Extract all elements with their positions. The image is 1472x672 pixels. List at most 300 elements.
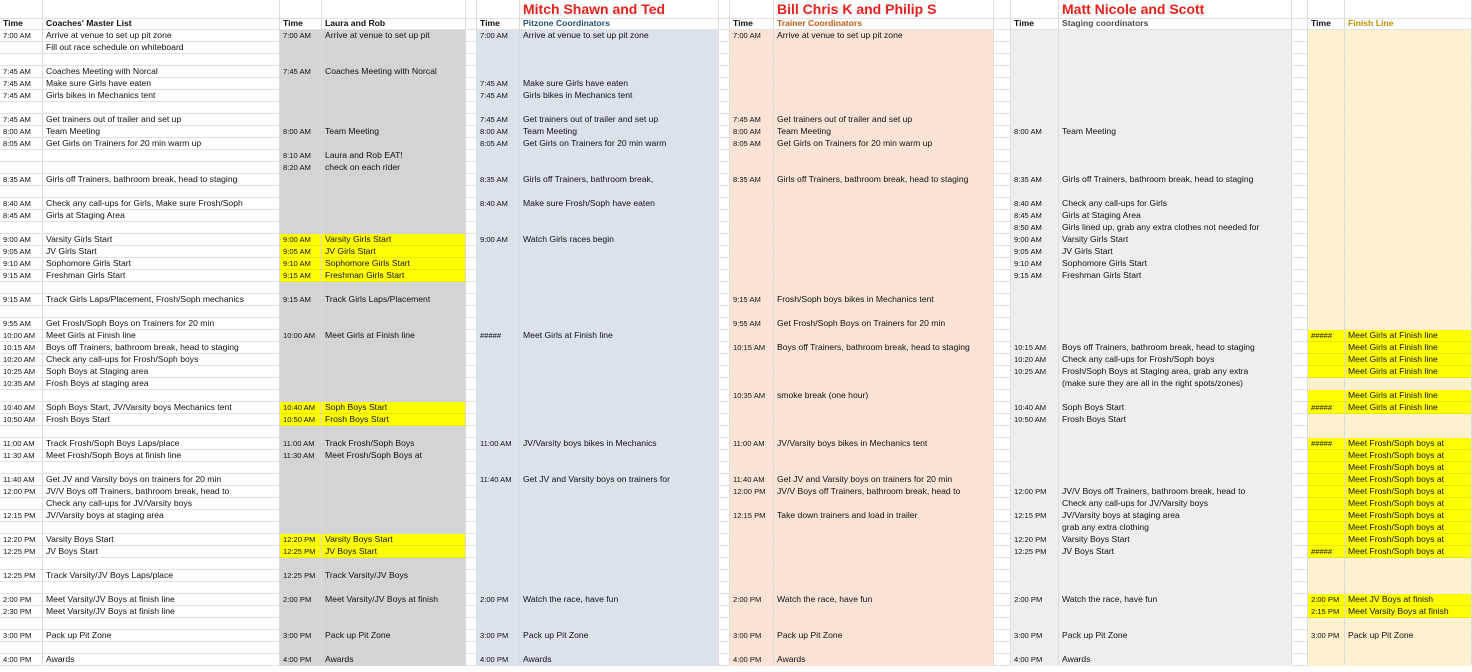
pitzone-task-cell[interactable]: Girls bikes in Mechanics tent [520, 90, 719, 102]
master-time-cell[interactable]: 11:30 AM [0, 450, 43, 462]
master-task-cell[interactable]: Get Girls on Trainers for 20 min warm up [43, 138, 280, 150]
staging-time-cell[interactable] [1011, 438, 1059, 450]
master-time-cell[interactable] [0, 582, 43, 594]
finish-task-cell[interactable]: Meet Girls at Finish line [1345, 354, 1472, 366]
master-time-cell[interactable]: 11:40 AM [0, 474, 43, 486]
pitzone-task-cell[interactable] [520, 258, 719, 270]
master-time-cell[interactable] [0, 306, 43, 318]
finish-time-cell[interactable] [1308, 210, 1345, 222]
staging-time-cell[interactable]: 12:25 PM [1011, 546, 1059, 558]
laura-task-cell[interactable]: JV Boys Start [322, 546, 466, 558]
laura-time-cell[interactable] [280, 114, 322, 126]
trainer-time-cell[interactable] [730, 642, 774, 654]
pitzone-time-cell[interactable]: 3:00 PM [477, 630, 520, 642]
pitzone-task-cell[interactable] [520, 42, 719, 54]
staging-task-cell[interactable] [1059, 282, 1292, 294]
staging-time-cell[interactable]: 9:05 AM [1011, 246, 1059, 258]
finish-task-cell[interactable]: Meet Girls at Finish line [1345, 342, 1472, 354]
staging-task-cell[interactable] [1059, 186, 1292, 198]
finish-time-cell[interactable] [1308, 54, 1345, 66]
pitzone-time-cell[interactable]: 4:00 PM [477, 654, 520, 666]
master-task-cell[interactable]: Make sure Girls have eaten [43, 78, 280, 90]
laura-task-cell[interactable] [322, 318, 466, 330]
pitzone-task-cell[interactable] [520, 402, 719, 414]
pitzone-task-cell[interactable]: Get trainers out of trailer and set up [520, 114, 719, 126]
staging-task-cell[interactable]: Soph Boys Start [1059, 402, 1292, 414]
laura-task-cell[interactable] [322, 222, 466, 234]
trainer-task-cell[interactable] [774, 282, 994, 294]
trainer-task-cell[interactable] [774, 102, 994, 114]
trainer-task-cell[interactable]: Take down trainers and load in trailer [774, 510, 994, 522]
trainer-task-cell[interactable]: Arrive at venue to set up pit zone [774, 30, 994, 42]
master-task-cell[interactable] [43, 522, 280, 534]
trainer-task-cell[interactable]: Get trainers out of trailer and set up [774, 114, 994, 126]
finish-task-cell[interactable] [1345, 78, 1472, 90]
trainer-task-cell[interactable] [774, 402, 994, 414]
pitzone-task-cell[interactable] [520, 222, 719, 234]
trainer-time-cell[interactable] [730, 534, 774, 546]
finish-time-cell[interactable] [1308, 450, 1345, 462]
trainer-time-cell[interactable]: 2:00 PM [730, 594, 774, 606]
laura-time-cell[interactable] [280, 378, 322, 390]
finish-time-cell[interactable]: 2:15 PM [1308, 606, 1345, 618]
master-task-cell[interactable]: Girls bikes in Mechanics tent [43, 90, 280, 102]
finish-time-cell[interactable] [1308, 282, 1345, 294]
staging-task-cell[interactable] [1059, 474, 1292, 486]
finish-task-cell[interactable] [1345, 138, 1472, 150]
trainer-time-cell[interactable]: 4:00 PM [730, 654, 774, 666]
master-time-cell[interactable]: 7:00 AM [0, 30, 43, 42]
trainer-task-cell[interactable] [774, 642, 994, 654]
laura-task-cell[interactable]: Laura and Rob EAT! [322, 150, 466, 162]
laura-time-cell[interactable]: 7:45 AM [280, 66, 322, 78]
trainer-time-cell[interactable] [730, 306, 774, 318]
laura-task-cell[interactable] [322, 582, 466, 594]
staging-task-cell[interactable]: Frosh Boys Start [1059, 414, 1292, 426]
staging-task-cell[interactable] [1059, 618, 1292, 630]
group-title-bill[interactable]: Bill Chris K and Philip S [774, 0, 994, 19]
laura-time-cell[interactable]: 11:00 AM [280, 438, 322, 450]
pitzone-task-cell[interactable]: Pack up Pit Zone [520, 630, 719, 642]
pitzone-task-cell[interactable] [520, 318, 719, 330]
pitzone-task-cell[interactable]: Watch Girls races begin [520, 234, 719, 246]
finish-task-cell[interactable] [1345, 210, 1472, 222]
finish-task-cell[interactable] [1345, 114, 1472, 126]
staging-time-cell[interactable] [1011, 582, 1059, 594]
master-task-cell[interactable] [43, 54, 280, 66]
master-time-cell[interactable]: 7:45 AM [0, 78, 43, 90]
trainer-time-cell[interactable] [730, 42, 774, 54]
finish-time-cell[interactable] [1308, 642, 1345, 654]
staging-task-cell[interactable] [1059, 318, 1292, 330]
header-time-master[interactable]: Time [0, 18, 43, 30]
laura-time-cell[interactable]: 9:15 AM [280, 294, 322, 306]
finish-task-cell[interactable]: Meet Girls at Finish line [1345, 330, 1472, 342]
laura-time-cell[interactable]: 10:40 AM [280, 402, 322, 414]
pitzone-task-cell[interactable] [520, 606, 719, 618]
pitzone-task-cell[interactable]: Arrive at venue to set up pit zone [520, 30, 719, 42]
laura-time-cell[interactable] [280, 354, 322, 366]
trainer-time-cell[interactable] [730, 462, 774, 474]
master-task-cell[interactable]: Track Frosh/Soph Boys Laps/place [43, 438, 280, 450]
staging-task-cell[interactable] [1059, 390, 1292, 402]
master-time-cell[interactable]: 8:00 AM [0, 126, 43, 138]
master-time-cell[interactable]: 8:40 AM [0, 198, 43, 210]
master-time-cell[interactable]: 12:00 PM [0, 486, 43, 498]
finish-time-cell[interactable] [1308, 186, 1345, 198]
trainer-task-cell[interactable]: smoke break (one hour) [774, 390, 994, 402]
master-time-cell[interactable]: 3:00 PM [0, 630, 43, 642]
trainer-time-cell[interactable]: 8:05 AM [730, 138, 774, 150]
laura-task-cell[interactable] [322, 606, 466, 618]
staging-task-cell[interactable]: JV/Varsity boys at staging area [1059, 510, 1292, 522]
staging-time-cell[interactable]: 9:15 AM [1011, 270, 1059, 282]
laura-time-cell[interactable]: 10:50 AM [280, 414, 322, 426]
trainer-task-cell[interactable]: Pack up Pit Zone [774, 630, 994, 642]
staging-task-cell[interactable]: Girls at Staging Area [1059, 210, 1292, 222]
trainer-task-cell[interactable] [774, 162, 994, 174]
trainer-time-cell[interactable] [730, 366, 774, 378]
master-time-cell[interactable]: 7:45 AM [0, 90, 43, 102]
pitzone-time-cell[interactable] [477, 618, 520, 630]
finish-task-cell[interactable] [1345, 198, 1472, 210]
laura-time-cell[interactable] [280, 318, 322, 330]
finish-time-cell[interactable] [1308, 42, 1345, 54]
trainer-time-cell[interactable] [730, 78, 774, 90]
master-time-cell[interactable]: 9:15 AM [0, 294, 43, 306]
pitzone-task-cell[interactable] [520, 510, 719, 522]
laura-time-cell[interactable]: 2:00 PM [280, 594, 322, 606]
staging-task-cell[interactable] [1059, 306, 1292, 318]
staging-time-cell[interactable] [1011, 462, 1059, 474]
trainer-time-cell[interactable] [730, 402, 774, 414]
staging-time-cell[interactable] [1011, 162, 1059, 174]
finish-task-cell[interactable] [1345, 570, 1472, 582]
pitzone-task-cell[interactable]: Watch the race, have fun [520, 594, 719, 606]
master-task-cell[interactable]: Varsity Boys Start [43, 534, 280, 546]
master-task-cell[interactable]: Get trainers out of trailer and set up [43, 114, 280, 126]
trainer-task-cell[interactable] [774, 210, 994, 222]
staging-time-cell[interactable] [1011, 306, 1059, 318]
trainer-time-cell[interactable] [730, 162, 774, 174]
finish-time-cell[interactable] [1308, 162, 1345, 174]
trainer-time-cell[interactable] [730, 150, 774, 162]
finish-time-cell[interactable]: ##### [1308, 330, 1345, 342]
laura-task-cell[interactable]: check on each rider [322, 162, 466, 174]
pitzone-time-cell[interactable]: 11:00 AM [477, 438, 520, 450]
pitzone-time-cell[interactable] [477, 606, 520, 618]
laura-time-cell[interactable] [280, 138, 322, 150]
finish-time-cell[interactable] [1308, 342, 1345, 354]
pitzone-time-cell[interactable]: 7:45 AM [477, 78, 520, 90]
trainer-time-cell[interactable] [730, 522, 774, 534]
finish-task-cell[interactable] [1345, 414, 1472, 426]
header-laura-rob[interactable]: Laura and Rob [322, 18, 466, 30]
finish-time-cell[interactable] [1308, 618, 1345, 630]
pitzone-task-cell[interactable] [520, 186, 719, 198]
master-task-cell[interactable]: Meet Girls at Finish line [43, 330, 280, 342]
master-task-cell[interactable]: Get Frosh/Soph Boys on Trainers for 20 min [43, 318, 280, 330]
laura-task-cell[interactable] [322, 462, 466, 474]
trainer-task-cell[interactable] [774, 90, 994, 102]
staging-task-cell[interactable]: Team Meeting [1059, 126, 1292, 138]
master-time-cell[interactable]: 2:00 PM [0, 594, 43, 606]
finish-time-cell[interactable] [1308, 510, 1345, 522]
master-task-cell[interactable]: Track Girls Laps/Placement, Frosh/Soph mechanics [43, 294, 280, 306]
pitzone-task-cell[interactable] [520, 462, 719, 474]
staging-task-cell[interactable]: Check any call-ups for JV/Varsity boys [1059, 498, 1292, 510]
trainer-task-cell[interactable] [774, 150, 994, 162]
master-time-cell[interactable]: 12:20 PM [0, 534, 43, 546]
header-time-pitzone[interactable]: Time [477, 18, 520, 30]
laura-task-cell[interactable] [322, 138, 466, 150]
finish-time-cell[interactable] [1308, 414, 1345, 426]
trainer-time-cell[interactable] [730, 54, 774, 66]
pitzone-task-cell[interactable] [520, 102, 719, 114]
master-time-cell[interactable]: 2:30 PM [0, 606, 43, 618]
finish-time-cell[interactable] [1308, 270, 1345, 282]
staging-time-cell[interactable] [1011, 558, 1059, 570]
trainer-time-cell[interactable] [730, 90, 774, 102]
trainer-time-cell[interactable] [730, 258, 774, 270]
master-time-cell[interactable]: 8:05 AM [0, 138, 43, 150]
trainer-time-cell[interactable] [730, 66, 774, 78]
trainer-time-cell[interactable]: 10:35 AM [730, 390, 774, 402]
staging-time-cell[interactable] [1011, 138, 1059, 150]
laura-task-cell[interactable]: Track Girls Laps/Placement [322, 294, 466, 306]
finish-task-cell[interactable] [1345, 54, 1472, 66]
finish-time-cell[interactable] [1308, 174, 1345, 186]
pitzone-time-cell[interactable] [477, 354, 520, 366]
staging-time-cell[interactable] [1011, 318, 1059, 330]
staging-time-cell[interactable] [1011, 378, 1059, 390]
staging-task-cell[interactable] [1059, 138, 1292, 150]
pitzone-time-cell[interactable] [477, 450, 520, 462]
staging-task-cell[interactable] [1059, 450, 1292, 462]
pitzone-task-cell[interactable] [520, 210, 719, 222]
pitzone-time-cell[interactable]: ##### [477, 330, 520, 342]
laura-time-cell[interactable] [280, 366, 322, 378]
pitzone-time-cell[interactable] [477, 390, 520, 402]
pitzone-time-cell[interactable]: 9:00 AM [477, 234, 520, 246]
laura-time-cell[interactable] [280, 510, 322, 522]
master-time-cell[interactable] [0, 642, 43, 654]
staging-task-cell[interactable] [1059, 330, 1292, 342]
finish-task-cell[interactable]: Meet Frosh/Soph boys at [1345, 498, 1472, 510]
laura-time-cell[interactable] [280, 90, 322, 102]
trainer-time-cell[interactable]: 9:15 AM [730, 294, 774, 306]
staging-task-cell[interactable]: Check any call-ups for Girls [1059, 198, 1292, 210]
master-task-cell[interactable]: Track Varsity/JV Boys Laps/place [43, 570, 280, 582]
staging-time-cell[interactable]: 9:10 AM [1011, 258, 1059, 270]
finish-time-cell[interactable]: ##### [1308, 546, 1345, 558]
laura-task-cell[interactable] [322, 390, 466, 402]
trainer-task-cell[interactable]: Frosh/Soph boys bikes in Mechanics tent [774, 294, 994, 306]
trainer-task-cell[interactable] [774, 498, 994, 510]
staging-time-cell[interactable] [1011, 54, 1059, 66]
pitzone-time-cell[interactable] [477, 150, 520, 162]
master-task-cell[interactable] [43, 306, 280, 318]
master-task-cell[interactable]: Arrive at venue to set up pit zone [43, 30, 280, 42]
trainer-time-cell[interactable] [730, 234, 774, 246]
laura-task-cell[interactable] [322, 642, 466, 654]
pitzone-time-cell[interactable] [477, 42, 520, 54]
trainer-time-cell[interactable] [730, 198, 774, 210]
trainer-task-cell[interactable] [774, 618, 994, 630]
master-task-cell[interactable]: JV/V Boys off Trainers, bathroom break, head to [43, 486, 280, 498]
master-time-cell[interactable]: 10:50 AM [0, 414, 43, 426]
master-task-cell[interactable] [43, 426, 280, 438]
pitzone-task-cell[interactable] [520, 354, 719, 366]
staging-time-cell[interactable]: 10:40 AM [1011, 402, 1059, 414]
pitzone-time-cell[interactable] [477, 486, 520, 498]
laura-time-cell[interactable]: 8:10 AM [280, 150, 322, 162]
laura-task-cell[interactable] [322, 186, 466, 198]
master-task-cell[interactable]: Check any call-ups for Frosh/Soph boys [43, 354, 280, 366]
staging-task-cell[interactable] [1059, 66, 1292, 78]
finish-time-cell[interactable] [1308, 354, 1345, 366]
finish-time-cell[interactable] [1308, 498, 1345, 510]
pitzone-task-cell[interactable] [520, 486, 719, 498]
staging-time-cell[interactable] [1011, 618, 1059, 630]
finish-task-cell[interactable]: Meet Frosh/Soph boys at [1345, 486, 1472, 498]
master-task-cell[interactable]: Boys off Trainers, bathroom break, head to staging [43, 342, 280, 354]
master-time-cell[interactable] [0, 390, 43, 402]
trainer-task-cell[interactable]: Get Frosh/Soph Boys on Trainers for 20 min [774, 318, 994, 330]
header-time-trainer[interactable]: Time [730, 18, 774, 30]
group-title-mitch[interactable]: Mitch Shawn and Ted [520, 0, 719, 19]
laura-task-cell[interactable]: Track Frosh/Soph Boys [322, 438, 466, 450]
master-task-cell[interactable]: Freshman Girls Start [43, 270, 280, 282]
pitzone-time-cell[interactable]: 8:00 AM [477, 126, 520, 138]
finish-task-cell[interactable] [1345, 30, 1472, 42]
finish-task-cell[interactable]: Meet Frosh/Soph boys at [1345, 522, 1472, 534]
staging-time-cell[interactable]: 4:00 PM [1011, 654, 1059, 666]
trainer-task-cell[interactable] [774, 426, 994, 438]
header-time-finish[interactable]: Time [1308, 18, 1345, 30]
master-time-cell[interactable]: 4:00 PM [0, 654, 43, 666]
staging-task-cell[interactable] [1059, 462, 1292, 474]
trainer-time-cell[interactable] [730, 186, 774, 198]
laura-task-cell[interactable]: Meet Varsity/JV Boys at finish [322, 594, 466, 606]
pitzone-time-cell[interactable] [477, 462, 520, 474]
laura-time-cell[interactable] [280, 54, 322, 66]
trainer-task-cell[interactable] [774, 66, 994, 78]
master-time-cell[interactable]: 8:35 AM [0, 174, 43, 186]
finish-task-cell[interactable] [1345, 102, 1472, 114]
header-pitzone[interactable]: Pitzone Coordinators [520, 18, 719, 30]
staging-task-cell[interactable]: Varsity Girls Start [1059, 234, 1292, 246]
master-task-cell[interactable] [43, 222, 280, 234]
laura-time-cell[interactable] [280, 222, 322, 234]
master-time-cell[interactable]: 7:45 AM [0, 114, 43, 126]
pitzone-task-cell[interactable] [520, 498, 719, 510]
trainer-task-cell[interactable]: Girls off Trainers, bathroom break, head to staging [774, 174, 994, 186]
trainer-time-cell[interactable] [730, 354, 774, 366]
trainer-task-cell[interactable] [774, 354, 994, 366]
trainer-task-cell[interactable] [774, 54, 994, 66]
master-task-cell[interactable] [43, 618, 280, 630]
laura-task-cell[interactable] [322, 102, 466, 114]
staging-task-cell[interactable]: Varsity Boys Start [1059, 534, 1292, 546]
staging-task-cell[interactable] [1059, 78, 1292, 90]
pitzone-task-cell[interactable] [520, 342, 719, 354]
staging-time-cell[interactable]: 9:00 AM [1011, 234, 1059, 246]
master-task-cell[interactable]: Soph Boys Start, JV/Varsity boys Mechanics tent [43, 402, 280, 414]
trainer-task-cell[interactable] [774, 234, 994, 246]
finish-time-cell[interactable] [1308, 654, 1345, 666]
master-time-cell[interactable] [0, 54, 43, 66]
trainer-task-cell[interactable]: Watch the race, have fun [774, 594, 994, 606]
trainer-task-cell[interactable] [774, 606, 994, 618]
laura-task-cell[interactable] [322, 342, 466, 354]
staging-time-cell[interactable]: 8:40 AM [1011, 198, 1059, 210]
staging-time-cell[interactable] [1011, 330, 1059, 342]
pitzone-time-cell[interactable] [477, 306, 520, 318]
finish-time-cell[interactable]: 2:00 PM [1308, 594, 1345, 606]
staging-time-cell[interactable]: 2:00 PM [1011, 594, 1059, 606]
pitzone-time-cell[interactable] [477, 498, 520, 510]
laura-time-cell[interactable] [280, 174, 322, 186]
laura-task-cell[interactable] [322, 378, 466, 390]
master-time-cell[interactable]: 10:25 AM [0, 366, 43, 378]
laura-time-cell[interactable] [280, 426, 322, 438]
pitzone-time-cell[interactable] [477, 558, 520, 570]
staging-task-cell[interactable]: Girls lined up, grab any extra clothes not needed for [1059, 222, 1292, 234]
pitzone-time-cell[interactable]: 7:45 AM [477, 90, 520, 102]
trainer-task-cell[interactable] [774, 198, 994, 210]
master-task-cell[interactable] [43, 642, 280, 654]
master-task-cell[interactable]: Frosh Boys Start [43, 414, 280, 426]
staging-time-cell[interactable] [1011, 66, 1059, 78]
finish-task-cell[interactable] [1345, 126, 1472, 138]
master-time-cell[interactable]: 9:10 AM [0, 258, 43, 270]
trainer-task-cell[interactable]: Get Girls on Trainers for 20 min warm up [774, 138, 994, 150]
staging-task-cell[interactable] [1059, 90, 1292, 102]
trainer-time-cell[interactable]: 8:35 AM [730, 174, 774, 186]
trainer-time-cell[interactable] [730, 498, 774, 510]
pitzone-task-cell[interactable]: Girls off Trainers, bathroom break, [520, 174, 719, 186]
pitzone-task-cell[interactable] [520, 150, 719, 162]
pitzone-task-cell[interactable]: Make sure Frosh/Soph have eaten [520, 198, 719, 210]
laura-task-cell[interactable] [322, 282, 466, 294]
finish-task-cell[interactable]: Meet Frosh/Soph boys at [1345, 534, 1472, 546]
trainer-task-cell[interactable] [774, 330, 994, 342]
finish-task-cell[interactable]: Meet Girls at Finish line [1345, 366, 1472, 378]
trainer-task-cell[interactable] [774, 378, 994, 390]
master-time-cell[interactable] [0, 222, 43, 234]
pitzone-time-cell[interactable]: 11:40 AM [477, 474, 520, 486]
master-task-cell[interactable]: Meet Varsity/JV Boys at finish line [43, 606, 280, 618]
pitzone-time-cell[interactable] [477, 210, 520, 222]
staging-task-cell[interactable]: Pack up Pit Zone [1059, 630, 1292, 642]
staging-time-cell[interactable]: 8:50 AM [1011, 222, 1059, 234]
master-time-cell[interactable] [0, 558, 43, 570]
trainer-time-cell[interactable] [730, 282, 774, 294]
trainer-task-cell[interactable] [774, 570, 994, 582]
finish-task-cell[interactable]: Meet Frosh/Soph boys at [1345, 474, 1472, 486]
laura-task-cell[interactable] [322, 522, 466, 534]
staging-time-cell[interactable] [1011, 294, 1059, 306]
master-task-cell[interactable]: Team Meeting [43, 126, 280, 138]
laura-time-cell[interactable]: 9:00 AM [280, 234, 322, 246]
laura-time-cell[interactable] [280, 582, 322, 594]
staging-task-cell[interactable] [1059, 558, 1292, 570]
trainer-time-cell[interactable] [730, 270, 774, 282]
finish-task-cell[interactable]: Meet Girls at Finish line [1345, 390, 1472, 402]
finish-time-cell[interactable] [1308, 138, 1345, 150]
master-time-cell[interactable]: 10:00 AM [0, 330, 43, 342]
